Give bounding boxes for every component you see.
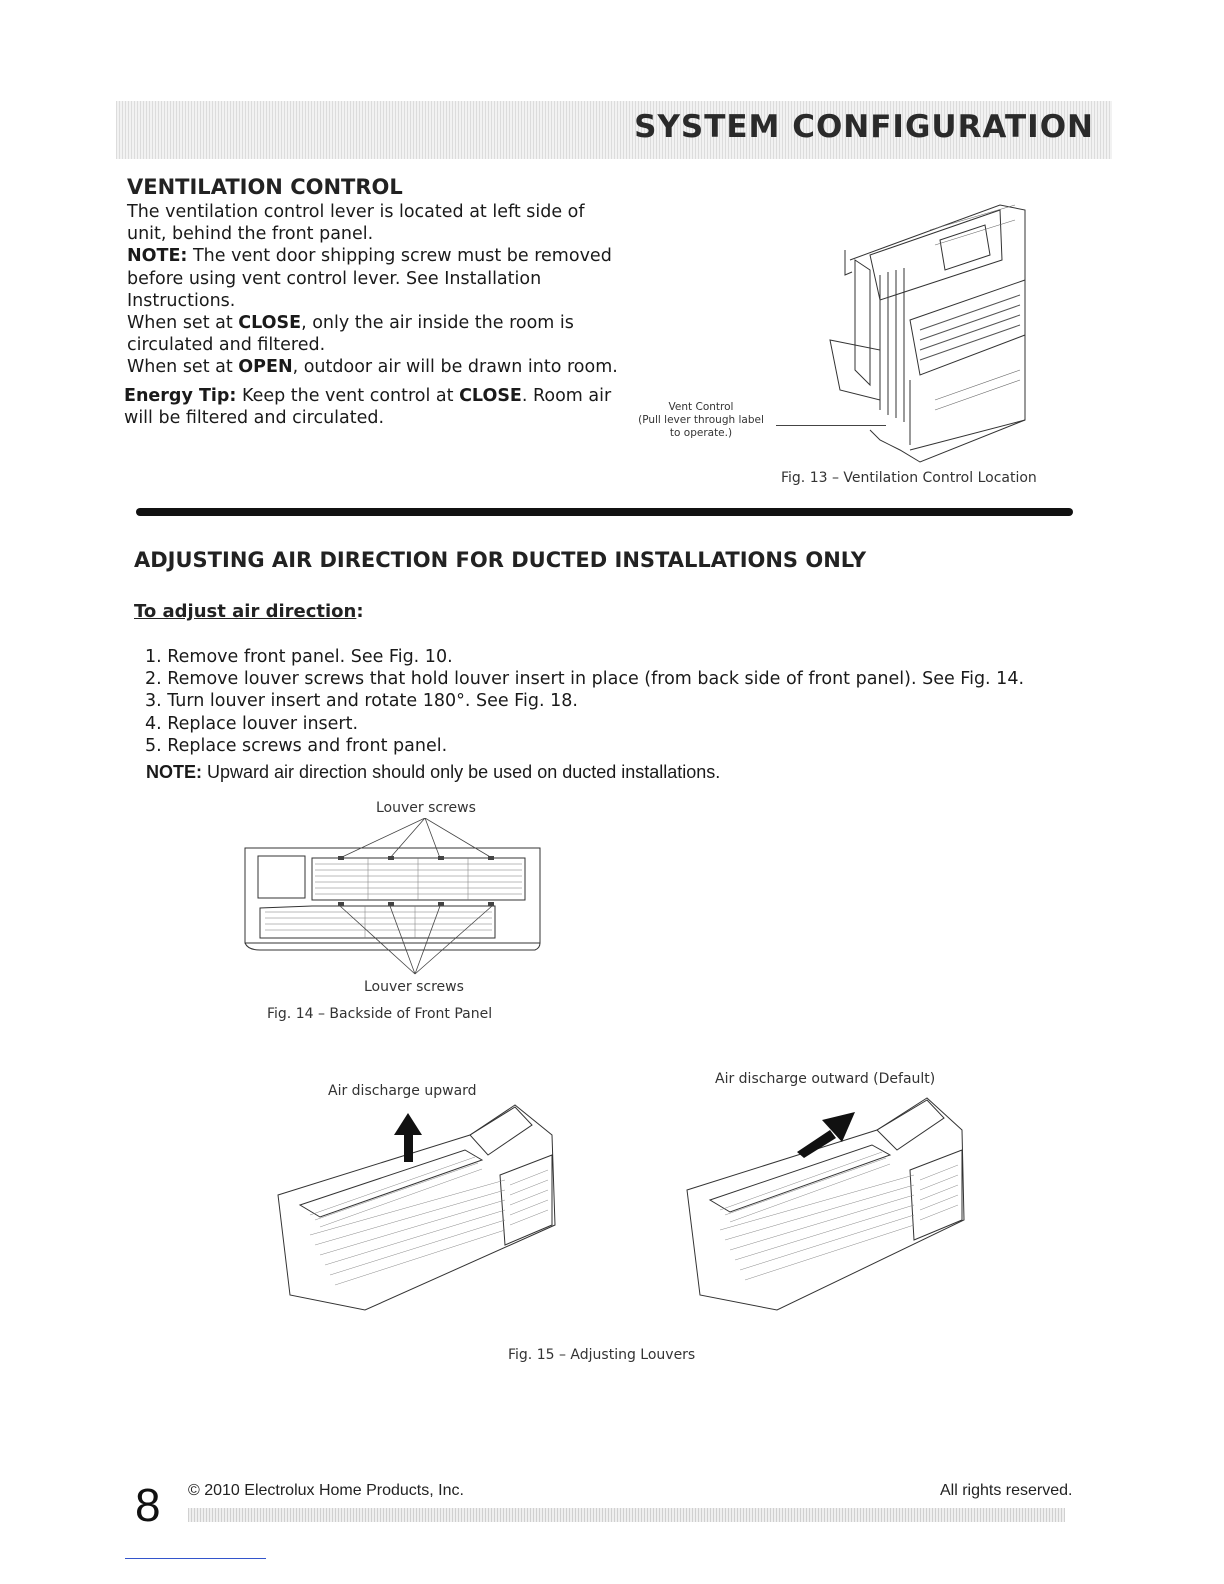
energy-keyword: CLOSE	[459, 385, 522, 406]
energy-post: . Room air will be filtered and circulated.	[124, 385, 612, 428]
page-number: 8	[135, 1479, 161, 1531]
rights-text: All rights reserved.	[940, 1482, 1073, 1499]
close-setting-text	[127, 312, 627, 356]
footnote-rule	[125, 1558, 266, 1559]
unit-upward-illustration	[270, 1095, 565, 1320]
callout-line-2: (Pull lever through label	[638, 414, 764, 426]
ventilation-intro: The ventilation control lever is located at left side of unit, behind the front panel.	[127, 202, 585, 245]
to-adjust-subheading	[134, 601, 364, 622]
to-adjust-text: To adjust air direction	[134, 601, 357, 622]
fig14-caption: Fig. 14 – Backside of Front Panel	[267, 1006, 493, 1022]
ventilation-body	[124, 201, 627, 429]
callout-line-3: to operate.)	[669, 427, 733, 439]
open-pre: When set at	[127, 357, 239, 378]
energy-pre: Keep the vent control at	[236, 385, 460, 406]
energy-tip	[124, 385, 627, 429]
steps-list	[145, 646, 1024, 757]
note-text: The vent door shipping screw must be removed before using vent control lever. See Installation Instructions.	[127, 246, 612, 311]
close-keyword: CLOSE	[238, 313, 302, 334]
ducted-note-text: Upward air direction should only be used on ducted installations.	[202, 762, 721, 782]
louver-screws-label-top: Louver screws	[376, 800, 476, 816]
fig15-caption: Fig. 15 – Adjusting Louvers	[508, 1347, 696, 1363]
close-post: , only the air inside the room is circulated and filtered.	[127, 313, 574, 356]
unit-outward-illustration	[682, 1090, 972, 1320]
close-pre: When set at	[127, 313, 239, 334]
fig13-caption: Fig. 13 – Ventilation Control Location	[781, 470, 1037, 486]
section-divider	[136, 508, 1073, 516]
air-upward-label: Air discharge upward	[328, 1083, 477, 1099]
ducted-note	[146, 762, 720, 783]
step-item: 4. Replace louver insert.	[145, 713, 359, 734]
page-title: SYSTEM CONFIGURATION	[634, 109, 1094, 145]
ducted-note-label: NOTE:	[146, 762, 202, 782]
open-keyword: OPEN	[238, 357, 293, 378]
ventilation-note	[127, 245, 627, 312]
open-post: , outdoor air will be drawn into room.	[292, 357, 618, 378]
air-outward-label: Air discharge outward (Default)	[715, 1071, 936, 1087]
open-setting-text	[127, 356, 627, 378]
louver-screws-label-bottom: Louver screws	[364, 979, 464, 995]
callout-leader-line	[776, 425, 886, 426]
note-label: NOTE:	[127, 246, 188, 267]
energy-tip-label: Energy Tip:	[124, 385, 237, 406]
footer-band	[188, 1508, 1065, 1522]
step-item: 1. Remove front panel. See Fig. 10.	[145, 647, 453, 667]
vent-control-callout	[636, 401, 766, 440]
callout-line-1: Vent Control	[668, 401, 734, 413]
front-panel-backside-illustration	[240, 818, 545, 978]
step-item: 2. Remove louver screws that hold louver insert in place (from back side of front panel). See Fig. 14.	[145, 669, 1025, 690]
ventilation-heading: VENTILATION CONTROL	[127, 175, 403, 199]
adjusting-heading: ADJUSTING AIR DIRECTION FOR DUCTED INSTALLATIONS ONLY	[134, 548, 867, 572]
step-item: 5. Replace screws and front panel.	[145, 735, 448, 756]
section-header-band	[116, 101, 1112, 159]
copyright-text: © 2010 Electrolux Home Products, Inc.	[188, 1482, 464, 1499]
to-adjust-colon: :	[356, 601, 364, 622]
step-item: 3. Turn louver insert and rotate 180°. See Fig. 18.	[145, 691, 578, 712]
